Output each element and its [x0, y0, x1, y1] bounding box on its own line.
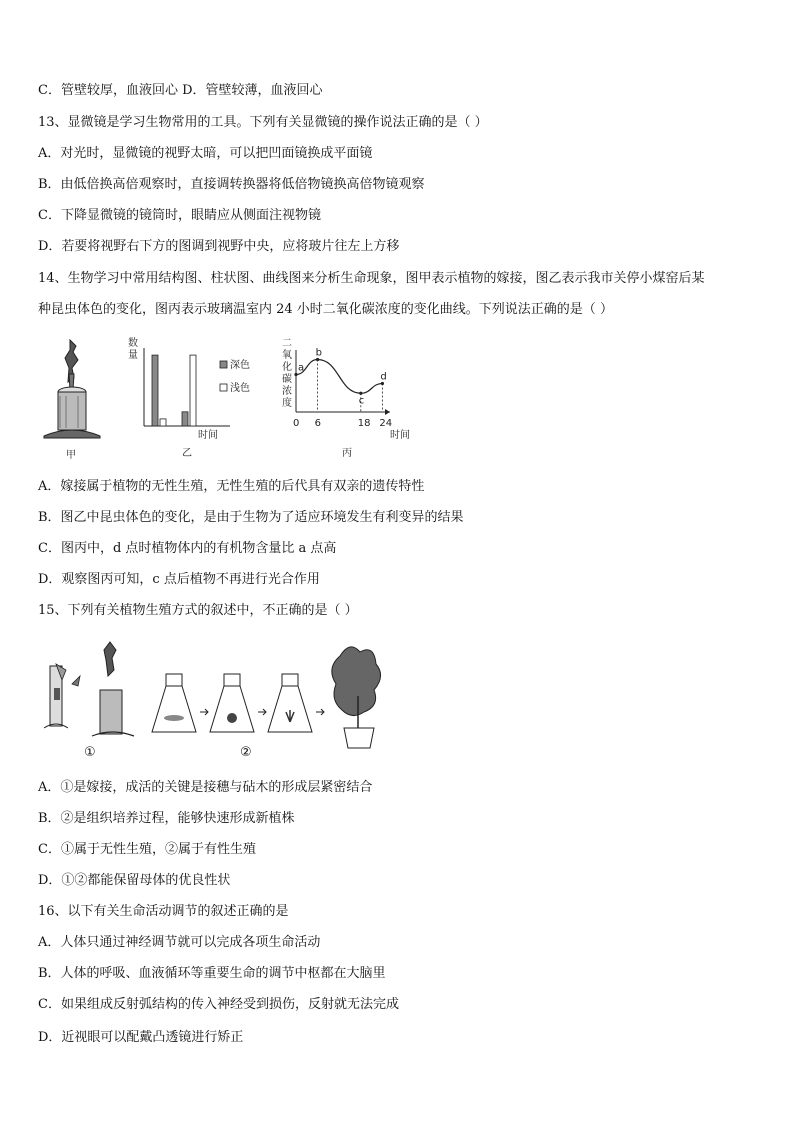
- question-14-stem-line2: 种昆虫体色的变化，图丙表示玻璃温室内 24 小时二氧化碳浓度的变化曲线。下列说法正确的是（ ）: [38, 302, 613, 317]
- bing-x-tick-label: 24: [379, 418, 393, 429]
- bing-point-label: a: [298, 362, 305, 374]
- question-13-option-c: C．下降显微镜的镜筒时，眼睛应从侧面注视物镜: [38, 208, 321, 223]
- figure-14-jia-grafting: [40, 338, 104, 463]
- bar-light-2: [190, 355, 196, 426]
- legend-light-swatch: [220, 384, 227, 391]
- bing-x-tick-label: 6: [314, 418, 321, 429]
- legend-dark-label: 深色: [230, 360, 250, 371]
- bing-ylabel-char: 化: [282, 362, 292, 373]
- bing-ylabel-char: 浓: [282, 386, 292, 397]
- figure-15-label-2: ②: [240, 745, 252, 760]
- figure-15-label-1: ①: [84, 745, 96, 760]
- bing-ylabel-char: 度: [282, 398, 292, 409]
- grafting-illustration: [44, 642, 134, 760]
- question-14-option-c: C．图丙中，d 点时植物体内的有机物含量比 a 点高: [38, 541, 337, 556]
- question-13-stem: 13、显微镜是学习生物常用的工具。下列有关显微镜的操作说法正确的是（ ）: [38, 115, 488, 130]
- bar-dark-1: [152, 355, 158, 426]
- bar-light-1: [160, 419, 166, 426]
- option-12-cd: C．管壁较厚，血液回心 D．管壁较薄，血液回心: [38, 83, 323, 98]
- question-14-option-b: B．图乙中昆虫体色的变化，是由于生物为了适应环境发生有利变异的结果: [38, 510, 464, 525]
- bar-dark-2: [182, 412, 188, 426]
- question-13-option-a: A．对光时，显微镜的视野太暗，可以把凹面镜换成平面镜: [38, 146, 373, 161]
- question-14-stem-line1: 14、生物学习中常用结构图、柱状图、曲线图来分析生命现象，图甲表示植物的嫁接，图乙表示我市关停小煤窑后某: [38, 271, 705, 286]
- bing-ylabel-char: 二: [282, 338, 292, 349]
- bing-series-line: [296, 360, 382, 394]
- bing-point-label: c: [358, 395, 365, 407]
- bing-point-label: d: [380, 371, 387, 383]
- potted-plant-illustration: [332, 647, 381, 748]
- figure-14-bing-caption: 丙: [342, 448, 352, 459]
- legend-dark-swatch: [220, 361, 227, 368]
- question-15-option-b: B．②是组织培养过程，能够快速形成新植株: [38, 811, 295, 826]
- figure-14-yi-caption: 乙: [182, 448, 192, 459]
- bing-ylabel-char: 碳: [282, 374, 292, 385]
- bing-x-tick-label: 0: [293, 418, 300, 429]
- yi-ylabel-1: 数: [128, 338, 138, 349]
- figure-14-bing-line-chart: [278, 336, 420, 464]
- bing-x-arrow: [385, 409, 390, 415]
- yi-xlabel: 时间: [198, 430, 218, 441]
- question-15-option-c: C．①属于无性生殖，②属于有性生殖: [38, 842, 256, 857]
- legend-light-label: 浅色: [230, 383, 250, 394]
- question-16-option-d: D．近视眼可以配戴凸透镜进行矫正: [38, 1030, 244, 1045]
- yi-ylabel-2: 量: [128, 350, 138, 361]
- figure-14-yi-bar-chart: [122, 336, 254, 464]
- question-13-option-d: D．若要将视野右下方的图调到视野中央，应将玻片往左上方移: [38, 239, 400, 254]
- question-13-option-b: B．由低倍换高倍观察时，直接调转换器将低倍物镜换高倍物镜观察: [38, 177, 425, 192]
- question-16-option-b: B．人体的呼吸、血液循环等重要生命的调节中枢都在大脑里: [38, 966, 386, 981]
- bing-point-label: b: [315, 347, 322, 359]
- bing-ylabel-char: 氧: [282, 350, 292, 361]
- question-15-option-a: A．①是嫁接，成活的关键是接穗与砧木的形成层紧密结合: [38, 780, 373, 795]
- question-14-option-d: D．观察图丙可知，c 点后植物不再进行光合作用: [38, 572, 320, 587]
- bing-xlabel: 时间: [390, 430, 410, 441]
- question-16-stem: 16、以下有关生命活动调节的叙述正确的是: [38, 904, 289, 919]
- figure-14-jia-caption: 甲: [66, 450, 76, 461]
- figure-15-propagation: [40, 636, 390, 764]
- bing-x-tick-label: 18: [357, 418, 371, 429]
- question-14-option-a: A．嫁接属于植物的无性生殖，无性生殖的后代具有双亲的遗传特性: [38, 479, 425, 494]
- question-16-option-a: A．人体只通过神经调节就可以完成各项生命活动: [38, 935, 321, 950]
- question-15-option-d: D．①②都能保留母体的优良性状: [38, 873, 231, 888]
- tissue-culture-illustration: [152, 674, 324, 760]
- question-15-stem: 15、下列有关植物生殖方式的叙述中，不正确的是（ ）: [38, 603, 358, 618]
- question-16-option-c: C．如果组成反射弧结构的传入神经受到损伤，反射就无法完成: [38, 997, 399, 1012]
